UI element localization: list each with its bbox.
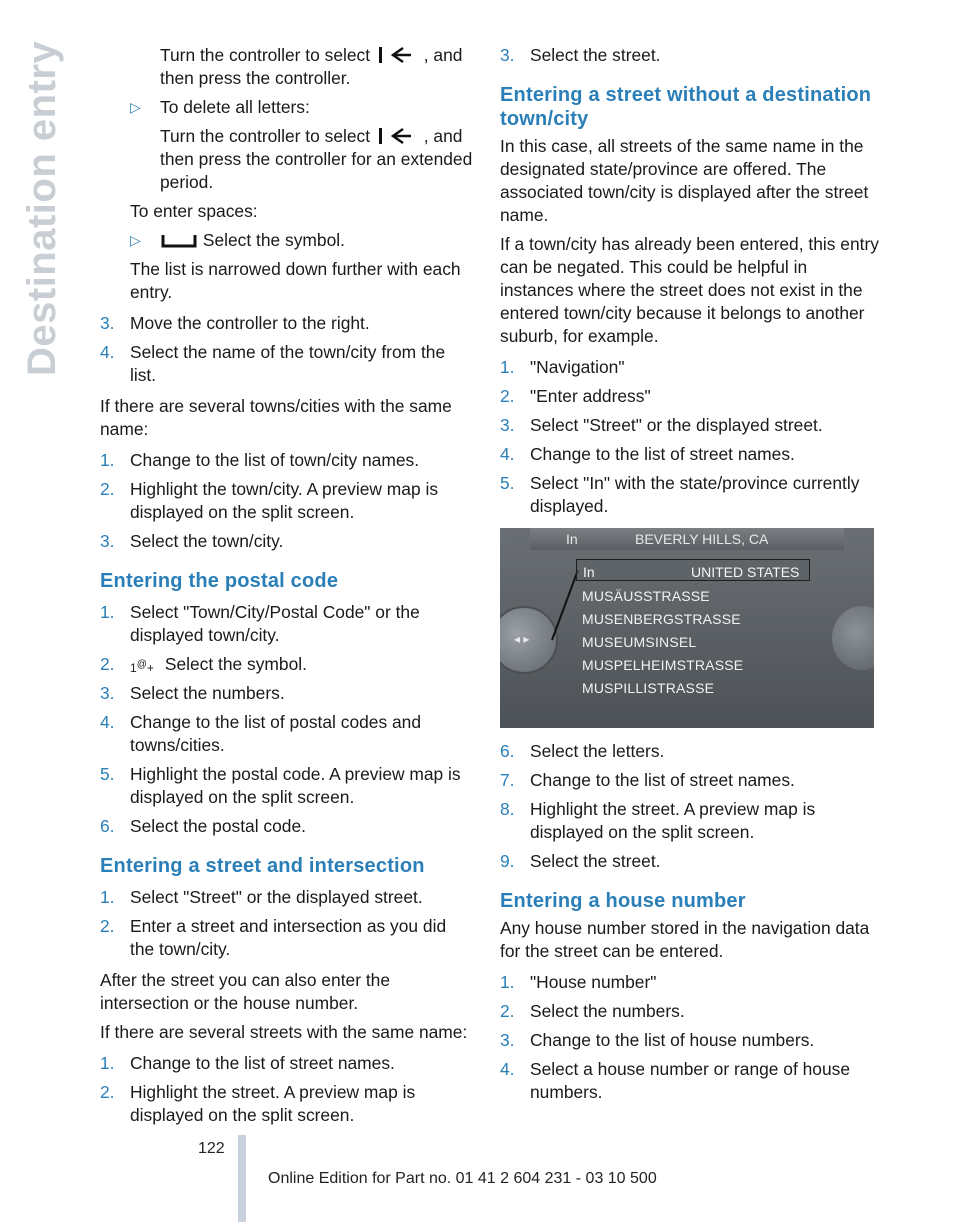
list-item: 6. Select the letters. <box>500 741 665 761</box>
backspace-symbol-icon <box>375 46 419 64</box>
list-item: 2. Select the numbers. <box>500 1001 685 1021</box>
section-side-title <box>12 36 72 376</box>
street-no-destination-heading: Entering a street without a destination town/city <box>500 84 872 130</box>
list-item: 9. Select the street. <box>500 851 661 871</box>
list-item: 3. Select the town/city. <box>100 531 284 551</box>
list-item: 1. Change to the list of town/city names. <box>100 450 420 470</box>
steps-list-top <box>500 44 880 67</box>
list-item: 5. Highlight the postal code. A preview map is displayed on the split screen. <box>100 764 461 807</box>
section-title-text: Destination entry <box>20 40 64 376</box>
highlighted-in-row: In UNITED STATES <box>576 559 810 581</box>
delete-letter-paragraph: Turn the controller to select , and then press the controller. <box>160 45 463 88</box>
footer-divider <box>238 1135 246 1222</box>
list-item: 4. Select a house number or range of house numbers. <box>500 1059 851 1102</box>
left-column <box>100 44 475 1135</box>
bullet-space-symbol: ▷ Select the symbol. <box>130 230 345 250</box>
list-item: 1. Select "Street" or the displayed street. <box>100 887 423 907</box>
spaces-heading: To enter spaces: <box>130 201 258 221</box>
navigation-screen-image <box>500 528 874 728</box>
list-item: 6. Select the postal code. <box>100 816 306 836</box>
list-item: 1. Change to the list of street names. <box>100 1053 395 1073</box>
bullet-delete-all: ▷ To delete all letters: <box>130 97 310 117</box>
street-intersection-heading: Entering a street and intersection <box>100 855 425 877</box>
several-streets-paragraph: If there are several streets with the same name: <box>100 1022 468 1042</box>
triangle-bullet-icon: ▷ <box>130 232 141 248</box>
list-item: 3. Move the controller to the right. <box>100 313 370 333</box>
no-destination-paragraph-1: In this case, all streets of the same name in the designated state/province are offered. The associated town/city is displayed after the street name. <box>500 136 869 225</box>
list-item: 2. 1@+ Select the symbol. <box>100 654 307 675</box>
list-item: 7. Change to the list of street names. <box>500 770 795 790</box>
postal-code-heading: Entering the postal code <box>100 570 339 592</box>
space-symbol-icon <box>160 231 198 249</box>
screen-location-label: BEVERLY HILLS, CA <box>635 531 769 547</box>
list-item: 3. Select the street. <box>500 45 661 65</box>
list-item: 4. Change to the list of postal codes and towns/cities. <box>100 712 422 755</box>
street-list-item: MUSÄUSSTRASSE <box>582 588 710 604</box>
controller-knob-right <box>832 606 874 670</box>
postal-steps-list <box>100 601 475 838</box>
street-steps-list <box>100 886 475 961</box>
steps-list-after-screen <box>500 740 880 873</box>
steps-list-b <box>100 449 475 553</box>
left-right-arrows-icon: ◂ ▸ <box>514 632 530 646</box>
house-number-heading: Entering a house number <box>500 890 746 912</box>
street-list-item: MUSPILLISTRASSE <box>582 680 715 696</box>
list-item: 2. Highlight the street. A preview map is displayed on the split screen. <box>100 1082 416 1125</box>
triangle-bullet-icon: ▷ <box>130 99 141 115</box>
street-list-item: MUSENBERGSTRASSE <box>582 611 741 627</box>
several-towns-paragraph: If there are several towns/cities with the same name: <box>100 396 452 439</box>
backspace-symbol-icon <box>375 127 419 145</box>
list-item: 2. Enter a street and intersection as you did the town/city. <box>100 916 447 959</box>
list-item: 2. Highlight the town/city. A preview map is displayed on the split screen. <box>100 479 439 522</box>
house-number-steps-list <box>500 971 880 1104</box>
list-item: 1. "Navigation" <box>500 357 625 377</box>
several-streets-list <box>100 1052 475 1127</box>
screen-top-bar <box>530 528 844 550</box>
footer-edition-text: Online Edition for Part no. 01 41 2 604 231 - 03 10 500 <box>268 1170 657 1187</box>
after-street-paragraph: After the street you can also enter the intersection or the house number. <box>100 970 391 1013</box>
screen-in-label: In <box>566 531 578 547</box>
list-item: 8. Highlight the street. A preview map is displayed on the split screen. <box>500 799 816 842</box>
numbers-symbol-icon: 1@+ <box>130 659 154 675</box>
list-item: 1. "House number" <box>500 972 657 992</box>
list-item: 4. Change to the list of street names. <box>500 444 795 464</box>
delete-all-paragraph: Turn the controller to select , and then press the controller for an extended period. <box>160 126 473 192</box>
list-item: 4. Select the name of the town/city from the list. <box>100 342 446 385</box>
list-item: 3. Select the numbers. <box>100 683 285 703</box>
house-number-paragraph: Any house number stored in the navigation data for the street can be entered. <box>500 918 870 961</box>
page-number: 122 <box>198 1140 225 1157</box>
street-list-item: MUSPELHEIMSTRASSE <box>582 657 744 673</box>
list-item: 1. Select "Town/City/Postal Code" or the displayed town/city. <box>100 602 420 645</box>
street-list-item: MUSEUMSINSEL <box>582 634 697 650</box>
list-item: 3. Change to the list of house numbers. <box>500 1030 815 1050</box>
steps-list-a <box>100 312 475 387</box>
list-item: 3. Select "Street" or the displayed street. <box>500 415 823 435</box>
list-item: 2. "Enter address" <box>500 386 651 406</box>
list-item: 5. Select "In" with the state/province currently displayed. <box>500 473 860 516</box>
narrow-paragraph: The list is narrowed down further with each entry. <box>130 259 461 302</box>
right-column <box>500 44 880 1112</box>
no-destination-paragraph-2: If a town/city has already been entered, this entry can be negated. This could be helpful in instances where the street does not exist in the entered town/city because it belongs to another suburb, for example. <box>500 234 879 346</box>
no-destination-steps-list <box>500 356 880 518</box>
